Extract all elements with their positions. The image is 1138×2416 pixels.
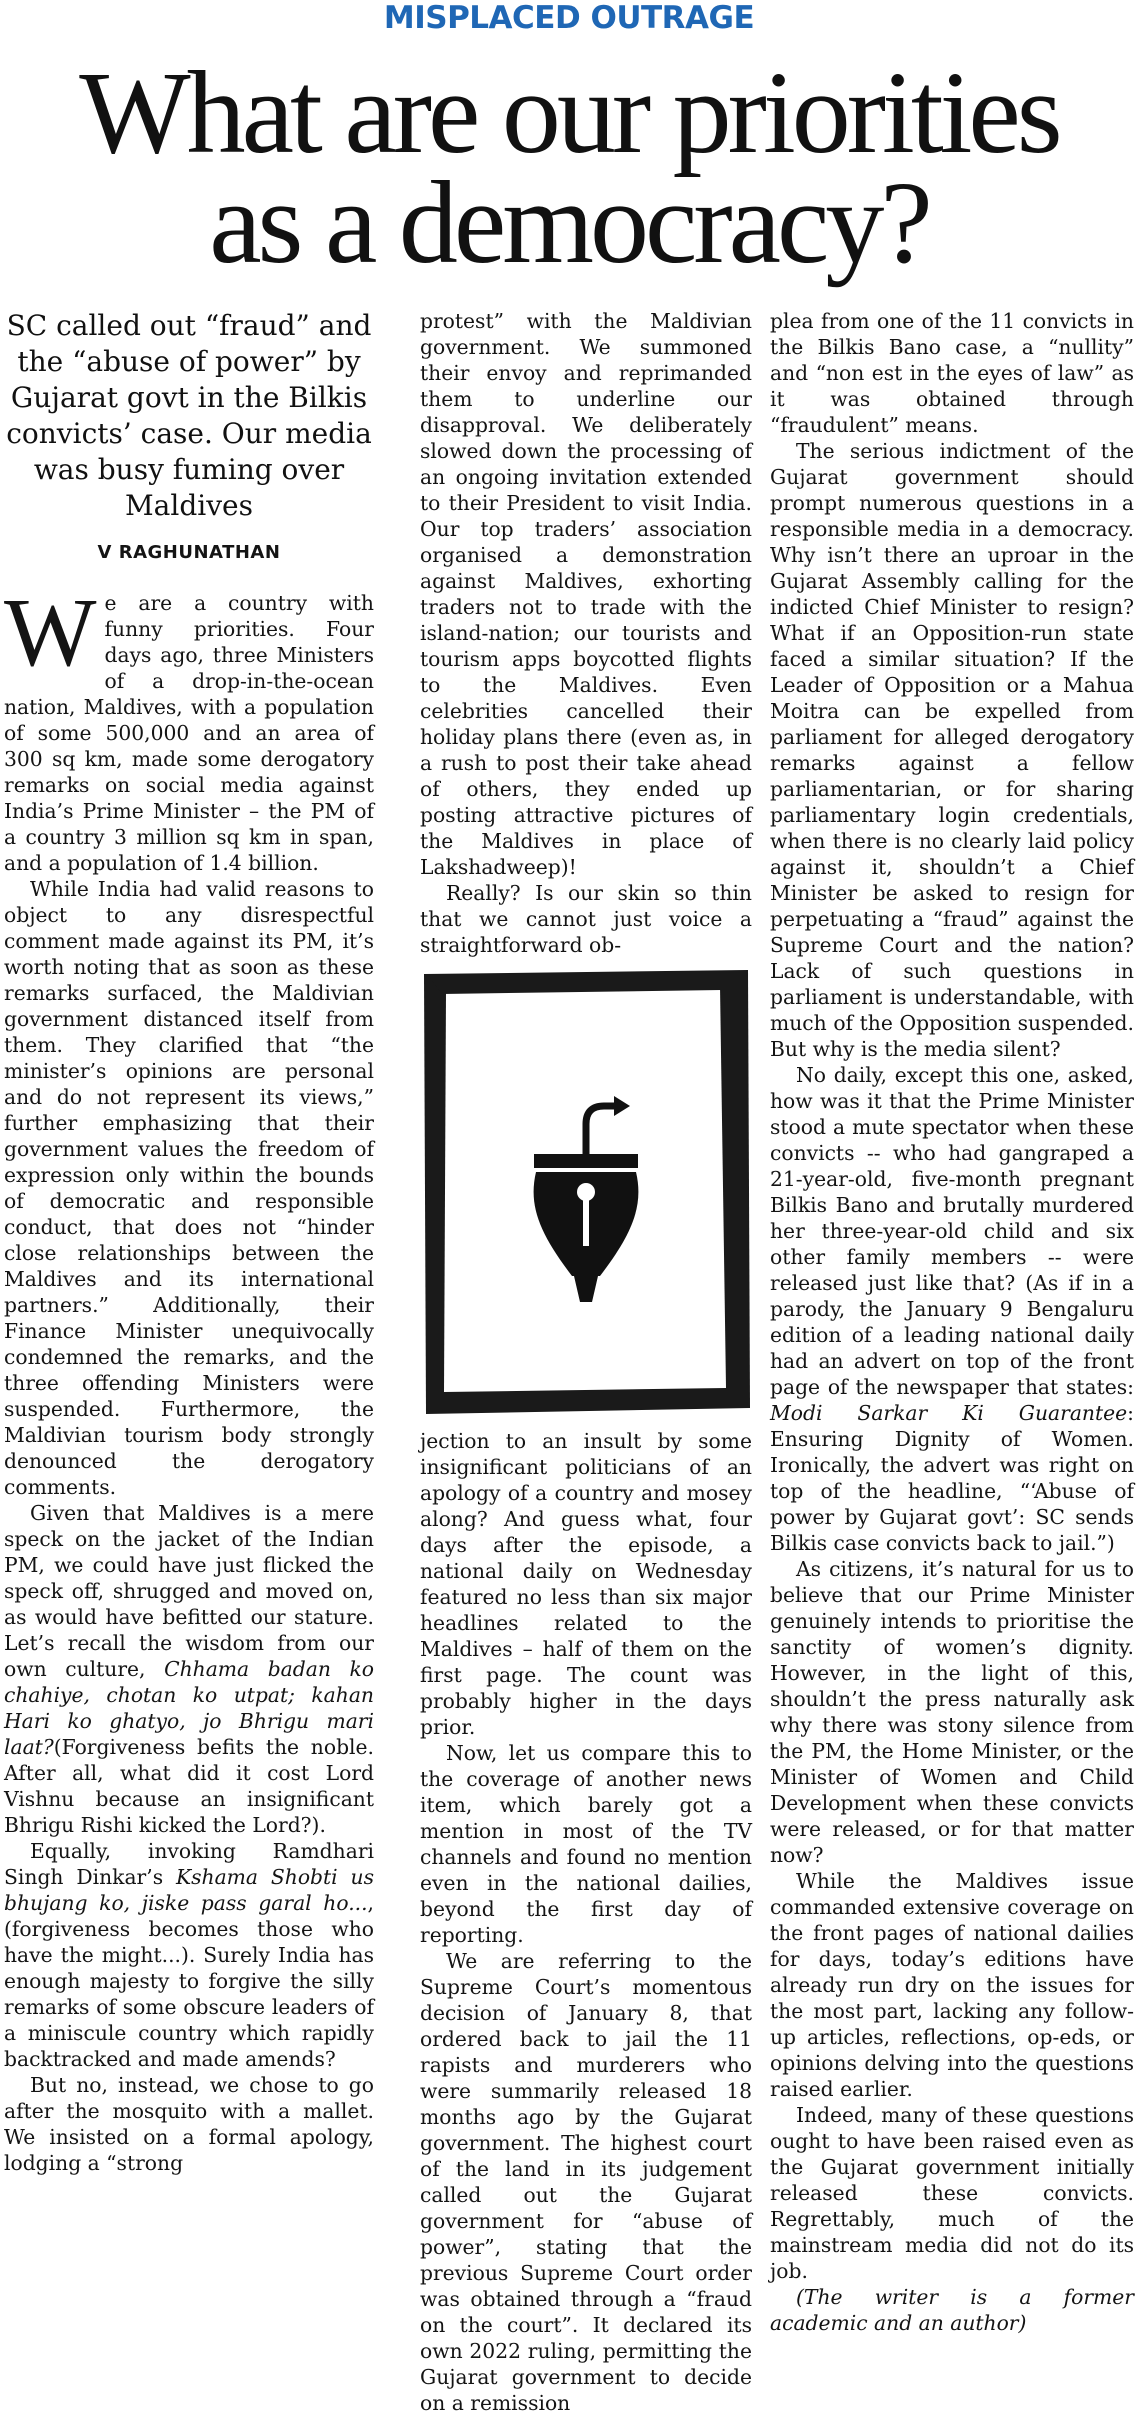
illustration xyxy=(420,968,752,1416)
kicker: MISPLACED OUTRAGE xyxy=(383,0,755,36)
paragraph: We are referring to the Supreme Court’s momentous decision of January 8, that ordered back to jail the 11 rapists and murderers who were summarily released 18 months ago by the Gujarat government. The highest court of the land in its judgement called out the Gujarat government for “abuse of power”, stating that the previous Supreme Court order was obtained through a “fraud on the court”. It declared its own 2022 ruling, permitting the Gujarat government to decide on a remission xyxy=(420,1949,752,2415)
headline xyxy=(0,47,1138,288)
column-2 xyxy=(420,308,752,2416)
paragraph: While the Maldives issue commanded extensive coverage on the front pages of national dailies for days, today’s editions have already run dry on the issues for the most part, lacking any follow-up articles, reflections, op-eds, or opinions delving into the questions raised earlier. xyxy=(770,1869,1134,2101)
paragraph: But no, instead, we chose to go after the mosquito with a mallet. We insisted on a formal apology, lodging a “strong xyxy=(4,2073,374,2175)
deck: SC called out “fraud” and the “abuse of power” by Gujarat govt in the Bilkis convicts’ case. Our media was busy fuming over Maldives xyxy=(6,309,372,522)
paragraph: While India had valid reasons to object to any disrespectful comment made against its PM, it’s worth noting that as soon as these remarks surfaced, the Maldivian government distanced itself from them. They clarified that “the minister’s opinions are personal and do not represent its views,” further emphasizing that their government values the freedom of expression only within the bounds of democratic and responsible conduct, that does not “hinder close relationships between the Maldives and its international partners.” Additionally, their Finance Minister unequivocally condemned the remarks, and the three offending Ministers were suspended. Furthermore, the Maldivian tourism body strongly denounced the derogatory comments. xyxy=(4,877,374,1499)
byline: V RAGHUNATHAN xyxy=(97,542,281,563)
fountain-pen-nib-icon xyxy=(420,968,752,1416)
paragraph: Given that Maldives is a mere speck on the jacket of the Indian PM, we could have just flicked the speck off, shrugged and moved on, as would have befitted our stature. Let’s recall the wisdom from our own culture, Chhama badan ko chahiye, chotan ko utpat; kahan Hari ko ghatyo, jo Bhrigu mari laat?(Forgiveness befits the noble. After all, what did it cost Lord Vishnu because an insignificant Bhrigu Rishi kicked the Lord?). xyxy=(4,1501,374,1837)
paragraph: Indeed, many of these questions ought to have been raised even as the Gujarat government initially released these convicts. Regrettably, much of the mainstream media did not do its job. xyxy=(770,2103,1134,2283)
drop-cap: W xyxy=(4,579,97,687)
paragraph: No daily, except this one, asked, how was it that the Prime Minister stood a mute spectator when these convicts -- who had gangraped a 21-year-old, five-month pregnant Bilkis Bano and brutally murdered her three-year-old child and six other family members -- were released just like that? (As if in a parody, the January 9 Bengaluru edition of a leading national daily had an advert on top of the front page of the newspaper that states: Modi Sarkar Ki Guarantee: Ensuring Dignity of Women. Ironically, the advert was right on top of the headline, “‘Abuse of power by Gujarat govt’: SC sends Bilkis case convicts back to jail.”) xyxy=(770,1063,1134,1555)
paragraph: As citizens, it’s natural for us to believe that our Prime Minister genuinely intends to prioritise the sanctity of women’s dignity. However, in the light of this, shouldn’t the press naturally ask why there was stony silence from the PM, the Home Minister, or the Minister of Women and Child Development when these convicts were released, or for that matter now? xyxy=(770,1557,1134,1867)
paragraph: The serious indictment of the Gujarat government should prompt numerous questions in a responsible media in a democracy. Why isn’t there an uproar in the Gujarat Assembly calling for the indicted Chief Minister to resign? What if an Opposition-run state faced a similar situation? If the Leader of Opposition or a Mahua Moitra can be expelled from parliament for alleged derogatory remarks against a fellow parliamentarian, or for sharing parliamentary login credentials, when there is no clearly laid policy against it, shouldn’t a Chief Minister be asked to resign for perpetuating a “fraud” against the Supreme Court and the nation? Lack of such questions in parliament is understandable, with much of the Opposition suspended. But why is the media silent? xyxy=(770,439,1134,1061)
headline-line-1: What are our priorities xyxy=(79,47,1059,178)
paragraph: We are a country with funny priorities. Four days ago, three Ministers of a drop-in-the-ocean nation, Maldives, with a population of some 500,000 and an area of 300 sq km, made some derogatory remarks on social media against India’s Prime Minister – the PM of a country 3 million sq km in span, and a population of 1.4 billion. xyxy=(4,579,374,875)
column-1 xyxy=(4,308,374,2176)
paragraph: jection to an insult by some insignificant politicians of an apology of a country and mosey along? And guess what, four days after the episode, a national daily on Wednesday featured no less than six major headlines related to the Maldives – half of them on the first page. The count was probably higher in the days prior. xyxy=(420,1429,752,1739)
column-3 xyxy=(770,308,1134,2336)
paragraph: Now, let us compare this to the coverage of another news item, which barely got a mention in most of the TV channels and found no mention even in the national dailies, beyond the first day of reporting. xyxy=(420,1741,752,1947)
headline-line-2: as a democracy? xyxy=(209,157,929,288)
paragraph: protest” with the Maldivian government. We summoned their envoy and reprimanded them to underline our disapproval. We deliberately slowed down the processing of an ongoing invitation extended to their President to visit India. Our top traders’ association organised a demonstration against Maldives, exhorting traders not to trade with the island-nation; our tourists and tourism apps boycotted flights to the Maldives. Even celebrities cancelled their holiday plans there (even as, in a rush to post their take ahead of others, they ended up posting attractive pictures of the Maldives in place of Lakshadweep)! xyxy=(420,309,752,879)
paragraph: plea from one of the 11 convicts in the Bilkis Bano case, a “nullity” and “non est in the eyes of law” as it was obtained through “fraudulent” means. xyxy=(770,309,1134,437)
paragraph: Equally, invoking Ramdhari Singh Dinkar’s Kshama Shobti us bhujang ko, jiske pass garal ho..., (forgiveness becomes those who have the might...). Surely India has enough majesty to forgive the silly remarks of some obscure leaders of a miniscule country which rapidly backtracked and made amends? xyxy=(4,1839,374,2071)
author-note: (The writer is a former academic and an author) xyxy=(770,2285,1134,2335)
paragraph: Really? Is our skin so thin that we cannot just voice a straightforward ob- xyxy=(420,881,752,957)
